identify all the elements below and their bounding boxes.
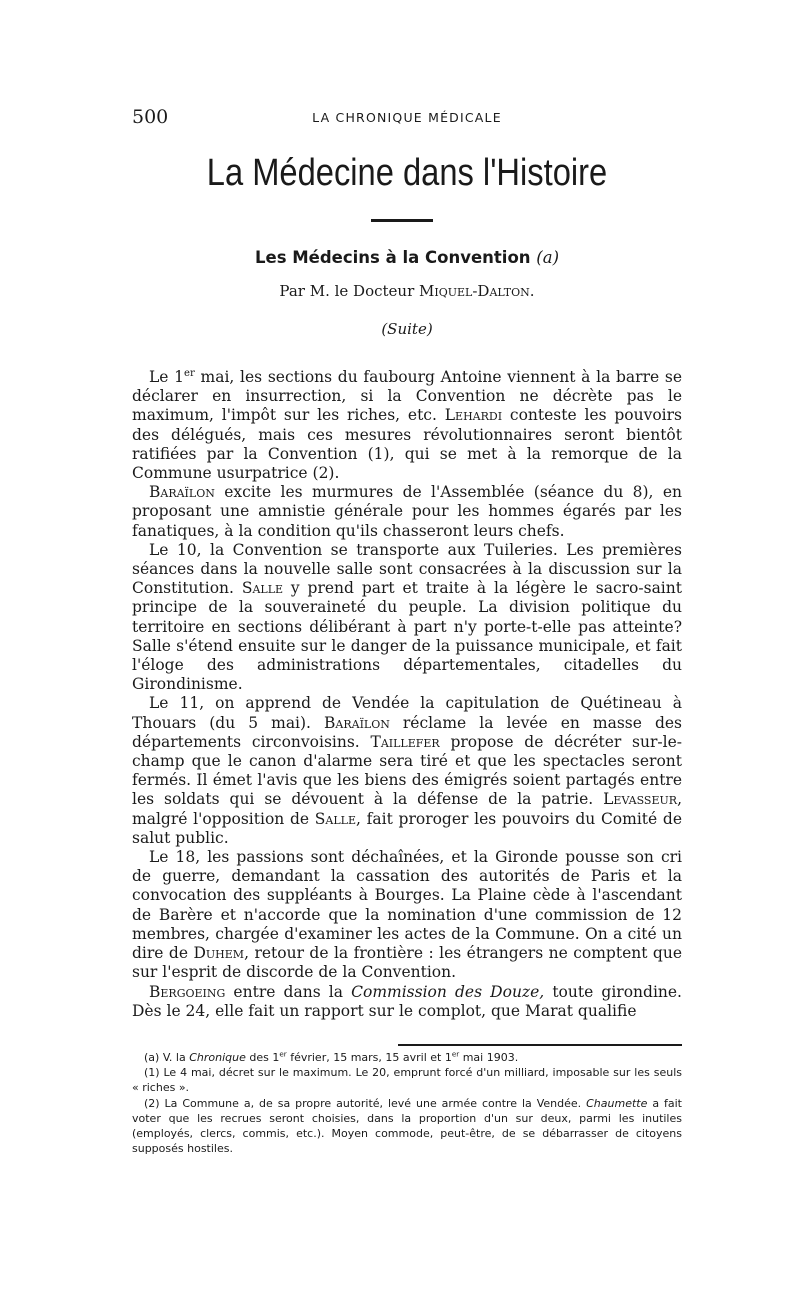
title-divider — [371, 219, 433, 222]
text: , malgré l'opposition de — [132, 790, 682, 828]
subtitle-text: Les Médecins à la Convention — [254, 248, 531, 267]
page-number: 500 — [132, 106, 169, 128]
footnote-divider — [398, 1044, 682, 1046]
footnote-a — [132, 1050, 682, 1065]
subtitle-note-ref: (a) — [536, 248, 560, 267]
text: Le 10, la Convention se transporte aux Tuileries. Les premières séances dans la nouvelle salle sont consacrées à la discussion sur la Constitution. — [132, 540, 682, 598]
article-subtitle — [132, 248, 682, 267]
person-name: Lehardi — [444, 406, 503, 425]
italic-text: Chronique — [189, 1051, 246, 1064]
text: y prend part et traite à la légère le sacro-saint principe de la souveraineté du peuple. La division politique du territoire en sections délibérant à part n'y porte-t-elle pas atteinte? Salle s'étend ensuite sur le danger de la puissance municipale, et fait l'éloge des administrations départementales, citadelles du Girondinisme. — [132, 579, 682, 694]
superscript: er — [279, 1049, 287, 1059]
superscript: er — [451, 1049, 460, 1059]
text: mai, les sections du faubourg Antoine viennent à la barre se déclarer en insurrection, si la Convention ne décrète pas le maximum, l'impôt sur les riches, etc. — [132, 368, 682, 425]
article-body — [132, 368, 682, 1021]
text: a fait voter que les recrues seront choisies, dans la proportion d'un sur deux, parmi les inutiles (employés, clercs, commis, etc.). Moyen commode, peut-être, de se débarrasser de citoyens supposés hostiles. — [132, 1096, 682, 1156]
article-title: La Médecine dans l'Histoire — [206, 152, 608, 194]
person-name: Baraïlon — [149, 483, 215, 502]
paragraph — [132, 483, 682, 541]
person-name: Bergoeing — [149, 982, 226, 1001]
person-name: Taillefer — [370, 732, 440, 751]
person-name: Levasseur — [603, 790, 678, 809]
text: (2) La Commune a, de sa propre autorité, levé une armée contre la Vendée. — [144, 1096, 587, 1110]
text: propose de décréter sur-le-champ que le canon d'alarme sera tiré et que les spectacles seront fermés. Il émet l'avis que les biens des émigrés soient partagés entre les soldats qui se dévouent à la défense de la patrie. — [132, 732, 683, 809]
text: , fait proroger les pouvoirs du Comité de salut public. — [132, 809, 683, 847]
text: février, 15 mars, 15 avril et 1 — [286, 1051, 452, 1064]
author-name: Miquel-Dalton. — [419, 282, 535, 300]
footnote-2 — [132, 1096, 682, 1157]
text: (a) V. la — [144, 1051, 190, 1064]
text: réclame la levée en masse des départements circonvoisins. — [132, 713, 682, 751]
person-name: Baraïlon — [324, 713, 390, 732]
italic-text: Chaumette — [586, 1096, 648, 1110]
text: Le 1 — [149, 368, 185, 386]
italic-text: Commission des Douze, — [351, 982, 545, 1001]
footnotes — [132, 1050, 682, 1156]
byline — [132, 282, 682, 300]
text: , retour de la frontière : les étrangers ne comptent que sur l'esprit de discorde de la Convention. — [132, 944, 682, 982]
text: Le 11, on apprend de Vendée la capitulation de Quétineau à Thouars (du 5 mai). — [132, 694, 682, 732]
text: entre dans la — [225, 982, 352, 1001]
page-header — [132, 106, 682, 130]
person-name: Salle — [314, 809, 356, 828]
text: conteste les pouvoirs des délégués, mais ces mesures révolutionnaires seront bientôt ratifiées par la Convention (1), qui se met à la remorque de la Commune usurpatrice (2). — [132, 406, 683, 483]
paragraph — [132, 983, 682, 1021]
paragraph — [132, 368, 682, 483]
text: des 1 — [245, 1051, 280, 1064]
text: toute girondine. Dès le 24, elle fait un rapport sur le complot, que Marat qualifie — [132, 982, 682, 1020]
byline-prefix: Par M. le Docteur — [279, 282, 420, 300]
paragraph — [132, 848, 682, 982]
paragraph — [132, 541, 682, 695]
person-name: Duhem — [193, 944, 245, 963]
paragraph — [132, 694, 682, 848]
continuation-label: (Suite) — [381, 320, 433, 338]
text: excite les murmures de l'Assemblée (séance du 8), en proposant une amnistie générale pour les hommes égarés par les fanatiques, à la condition qu'ils chasseront leurs chefs. — [132, 483, 682, 540]
running-title: LA CHRONIQUE MÉDICALE — [312, 110, 502, 125]
text: Le 18, les passions sont déchaînées, et la Gironde pousse son cri de guerre, demandant la cassation des autorités de Paris et la convocation des suppléants à Bourges. La Plaine cède à l'ascendant de Barère et n'accorde que la nomination d'une commission de 12 membres, chargée d'examiner les actes de la Commune. On a cité un dire de — [132, 848, 682, 963]
footnote-1: (1) Le 4 mai, décret sur le maximum. Le 20, emprunt forcé d'un milliard, imposable sur les seuls « riches ». — [132, 1066, 682, 1095]
person-name: Salle — [241, 579, 284, 598]
superscript: er — [184, 367, 195, 379]
text: mai 1903. — [459, 1051, 519, 1064]
